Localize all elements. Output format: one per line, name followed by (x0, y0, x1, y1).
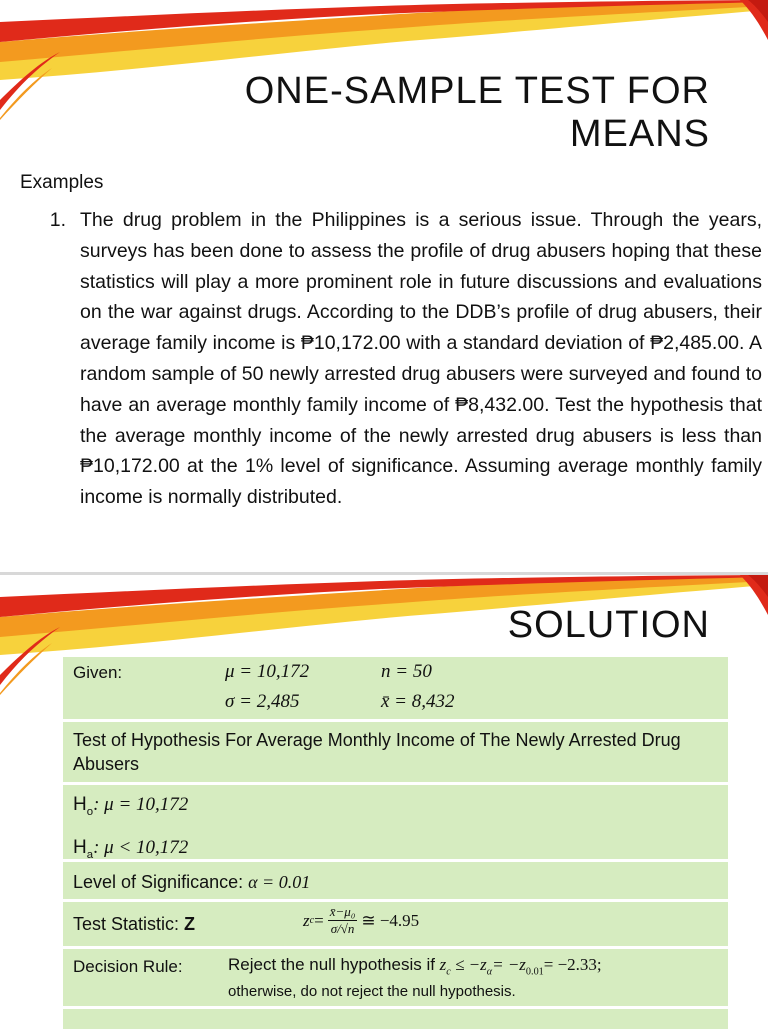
examples-list (20, 205, 762, 513)
decision-text (228, 955, 718, 1002)
decision-critical: = −2.33; (543, 955, 602, 974)
decision-001-sub: 0.01 (525, 966, 544, 978)
decision-rule-row (63, 949, 728, 1009)
decision-label: Decision Rule: (73, 957, 183, 976)
given-label: Given: (73, 663, 123, 682)
h0-sub: o (86, 805, 94, 818)
decision-z-001: = −z (492, 955, 526, 974)
given-sigma: σ = 2,485 (225, 691, 300, 712)
examples-label: Examples (20, 172, 104, 193)
decision-zc-sub: c (446, 966, 451, 978)
ha-label: H (73, 836, 87, 858)
ts-result: ≅ −4.95 (361, 910, 420, 930)
test-statistic-formula (303, 904, 419, 937)
decision-line-2: otherwise, do not reject the null hypothesis. (228, 983, 516, 1001)
los-label: Level of Significance: (73, 872, 249, 892)
test-statistic-row (63, 902, 728, 949)
decision-z-alpha: ≤ −z (450, 955, 487, 974)
decision-line1-text: Reject the null hypothesis if (228, 955, 440, 974)
item-number: 1. (49, 209, 66, 231)
ts-label-group (73, 914, 195, 935)
test-row (63, 722, 728, 785)
solution-title: SOLUTION (507, 604, 710, 646)
ts-numerator: x̄−μ₀ (329, 904, 356, 919)
slide-title: ONE-SAMPLE TEST FOR MEANS (244, 70, 710, 155)
null-hypothesis (73, 787, 718, 830)
ts-denominator: σ/√n (330, 921, 355, 936)
ts-lhs-sub: c (309, 915, 315, 926)
decision-zc: z (439, 955, 447, 974)
decision-alpha-sub: α (486, 966, 493, 978)
given-xbar: x̄ = 8,432 (381, 691, 455, 712)
h0-expr: : μ = 10,172 (93, 794, 189, 815)
significance-row (63, 862, 728, 902)
los-expr: α = 0.01 (248, 872, 311, 892)
ts-eq: = (314, 910, 324, 930)
given-row (63, 657, 728, 722)
item-text: The drug problem in the Philippines is a serious issue. Through the years, surveys has been done to assess the profile of drug abusers hoping that these statistics will play a more prominent role in future discussions and evaluations on the war against drugs. According to the DDB’s profile of drug abusers, their average family income is ₱10,172.00 with a standard deviation of ₱2,485.00. A random sample of 50 newly arrested drug abusers were surveyed and found to have an average monthly family income of ₱8,432.00. Test the hypothesis that the average monthly income of the newly arrested drug abusers is less than ₱10,172.00 at the 1% level of significance. Assuming average monthly family income is normally distributed. (80, 209, 762, 509)
given-n: n = 50 (381, 661, 432, 682)
decision-line-1 (228, 955, 718, 982)
given-mu: μ = 10,172 (225, 661, 310, 682)
ts-lhs: z (303, 910, 310, 930)
test-label: Test of Hypothesis For Average Monthly Income of The Newly Arrested Drug Abusers (73, 730, 681, 774)
ts-fraction (328, 904, 358, 937)
ha-sub: a (86, 848, 94, 861)
h0-label: H (73, 794, 87, 815)
ts-label: Test Statistic: (73, 914, 185, 934)
solution-table (63, 657, 728, 1029)
hypotheses-row (63, 785, 728, 862)
ts-letter: Z (184, 914, 196, 934)
ha-expr: : μ < 10,172 (93, 836, 189, 858)
table-row (63, 1009, 728, 1029)
list-item (20, 205, 762, 513)
